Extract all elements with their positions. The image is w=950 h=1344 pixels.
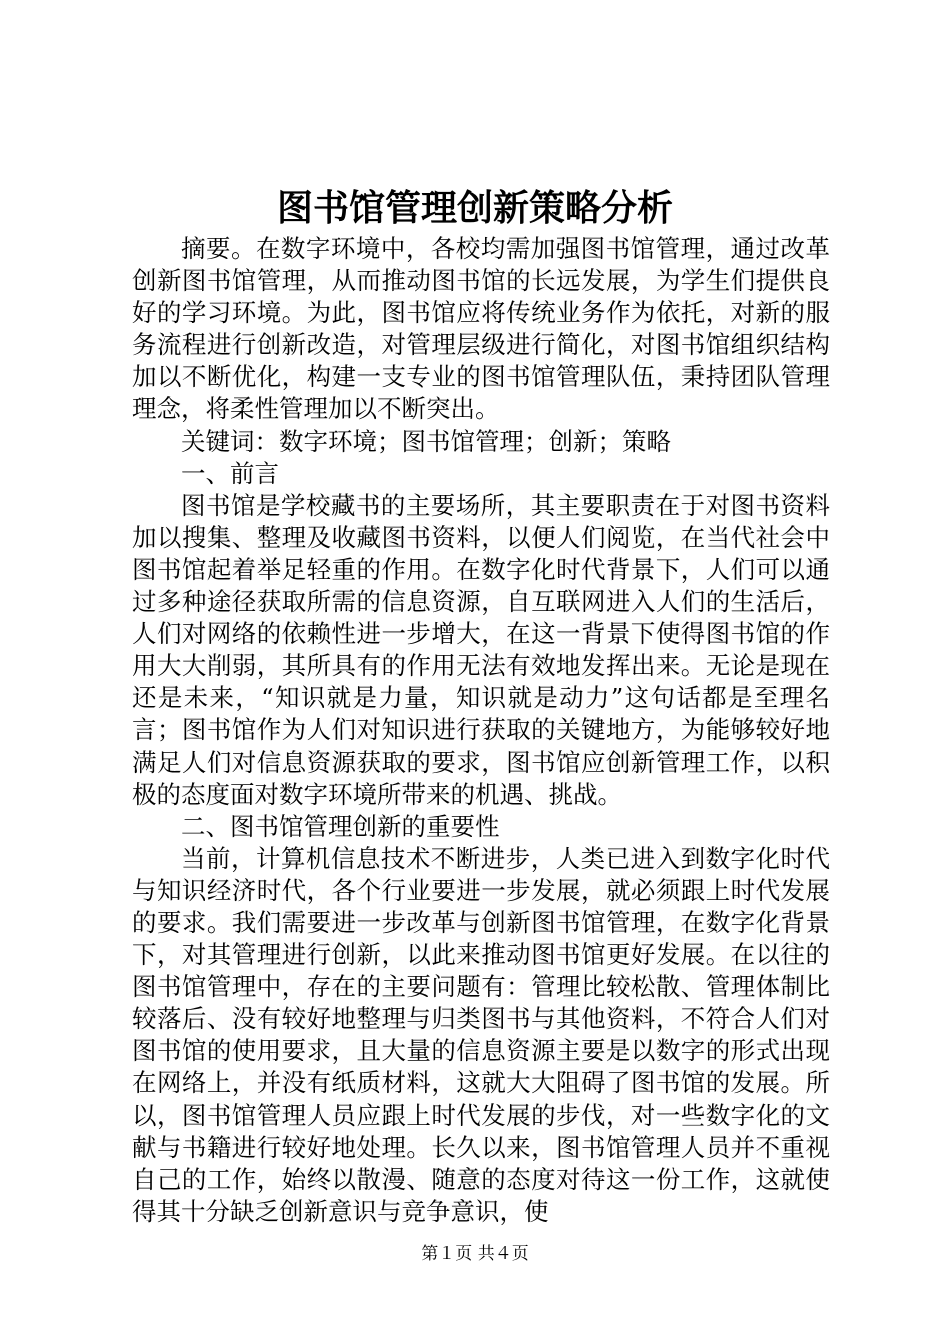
section-heading-preface: 一、前言 <box>181 458 279 488</box>
abstract-paragraph: 摘要。在数字环境中，各校均需加强图书馆管理，通过改革创新图书馆管理，从而推动图书馆的长远发展，为学生们提供良好的学习环境。为此，图书馆应将传统业务作为依托，对新的服务流程进行创新改造，对管理层级进行简化，对图书馆组织结构加以不断优化，构建一支专业的图书馆管理队伍，秉持团队管理理念，将柔性管理加以不断突出。 <box>132 234 830 424</box>
document-body <box>132 233 830 1228</box>
document-title: 图书馆管理创新策略分析 <box>276 187 673 229</box>
preface-paragraph: 图书馆是学校藏书的主要场所，其主要职责在于对图书资料加以搜集、整理及收藏图书资料，以便人们阅览，在当代社会中图书馆起着举足轻重的作用。在数字化时代背景下，人们可以通过多种途径获取所需的信息资源，自互联网进入人们的生活后，人们对网络的依赖性进一步增大，在这一背景下使得图书馆的作用大大削弱，其所具有的作用无法有效地发挥出来。无论是现在还是未来，“知识就是力量，知识就是动力”这句话都是至理名言；图书馆作为人们对知识进行获取的关键地方，为能够较好地满足人们对信息资源获取的要求，图书馆应创新管理工作，以积极的态度面对数字环境所带来的机遇、挑战。 <box>132 490 830 809</box>
keywords-line: 关键词：数字环境；图书馆管理；创新；策略 <box>181 426 671 456</box>
page-footer: 第１页 共４页 <box>421 1244 529 1264</box>
importance-paragraph: 当前，计算机信息技术不断进步，人类已进入到数字化时代与知识经济时代，各个行业要进一步发展，就必须跟上时代发展的要求。我们需要进一步改革与创新图书馆管理，在数字化背景下，对其管理进行创新，以此来推动图书馆更好发展。在以往的图书馆管理中，存在的主要问题有：管理比较松散、管理体制比较落后、没有较好地整理与归类图书与其他资料，不符合人们对图书馆的使用要求，且大量的信息资源主要是以数字的形式出现在网络上，并没有纸质材料，这就大大阻碍了图书馆的发展。所以，图书馆管理人员应跟上时代发展的步伐，对一些数字化的文献与书籍进行较好地处理。长久以来，图书馆管理人员并不重视自己的工作，始终以散漫、随意的态度对待这一份工作，这就使得其十分缺乏创新意识与竞争意识，使 <box>132 843 830 1226</box>
section-heading-importance: 二、图书馆管理创新的重要性 <box>181 811 500 841</box>
